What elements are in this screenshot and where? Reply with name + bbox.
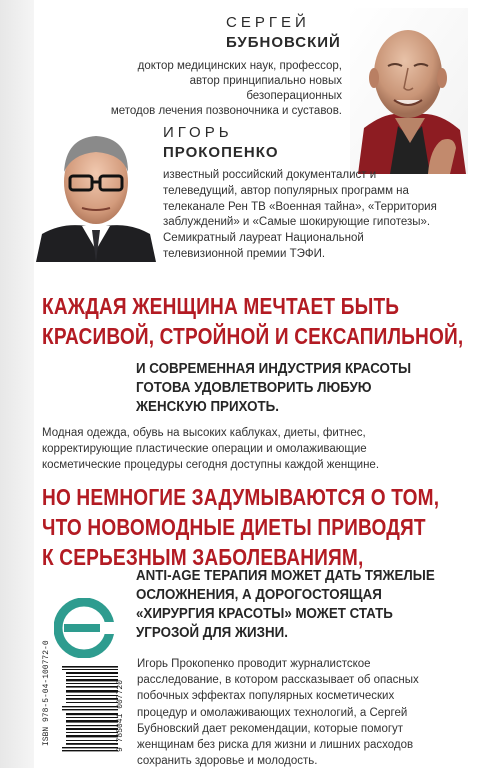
author2-desc-line: известный российский документалист и (163, 169, 377, 181)
headline-line: ЧТО НОВОМОДНЫЕ ДИЕТЫ ПРИВОДЯТ (42, 514, 426, 540)
body-line: косметические процедуры сегодня доступны каждой женщине. (42, 459, 380, 472)
body-line: Игорь Прокопенко проводит журналистское (137, 658, 371, 670)
author2-desc-line: телеканале Рен ТВ «Военная тайна», «Территория (163, 200, 437, 213)
body-line: Бубновский дает рекомендации, которые помогут (137, 722, 404, 735)
body-line: побочных эффектах популярных косметических (137, 690, 395, 703)
body-line: Модная одежда, обувь на высоких каблуках, диеты, фитнес, (42, 427, 366, 439)
author1-last-name: БУБНОВСКИЙ (226, 34, 341, 51)
body-line: сохранить здоровье и молодость. (137, 755, 318, 768)
subheading-line: ANTI-AGE ТЕРАПИЯ МОЖЕТ ДАТЬ ТЯЖЕЛЫЕ (136, 568, 435, 584)
author1-description (98, 59, 342, 119)
author1-first-name: СЕРГЕЙ (226, 14, 310, 31)
body-line: расследование, в котором рассказывает об опасных (137, 674, 419, 687)
subheading-line: И СОВРЕМЕННАЯ ИНДУСТРИЯ КРАСОТЫ (136, 361, 412, 377)
barcode-digits: 9 785041 007720 (116, 679, 125, 752)
subheading-line: ОСЛОЖНЕНИЯ, А ДОРОГОСТОЯЩАЯ (136, 587, 382, 603)
body-paragraph-2 (137, 656, 453, 768)
author1-desc-line: доктор медицинских наук, профессор, (137, 60, 342, 72)
subheading-1 (136, 360, 411, 417)
headline-line: НО НЕМНОГИЕ ЗАДУМЫВАЮТСЯ О ТОМ, (42, 484, 440, 510)
author1-photo (350, 8, 468, 174)
author2-desc-line: заблуждений» и «Самые шокирующие гипотезы». (163, 216, 431, 229)
headline-line: К СЕРЬЕЗНЫМ ЗАБОЛЕВАНИЯМ, (42, 544, 364, 570)
author1-desc-line: автор принципиально новых безоперационных (189, 75, 342, 102)
subheading-line: «ХИРУРГИЯ КРАСОТЫ» МОЖЕТ СТАТЬ (136, 606, 393, 622)
headline-1 (42, 291, 463, 351)
author2-description (163, 168, 459, 263)
subheading-2 (136, 567, 435, 643)
publisher-logo-icon (54, 598, 114, 658)
author2-desc-line: Семикратный лауреат Национальной (163, 232, 364, 245)
author2-desc-line: телевизионной премии ТЭФИ. (163, 247, 326, 260)
subheading-line: УГРОЗОЙ ДЛЯ ЖИЗНИ. (136, 625, 288, 641)
author2-photo (36, 124, 156, 262)
headline-2 (42, 482, 439, 572)
author2-desc-line: телеведущий, автор популярных программ на (163, 184, 409, 197)
body-line: женщинам без риска для жизни и лишних расходов (137, 739, 414, 752)
subheading-line: ГОТОВА УДОВЛЕТВОРИТЬ ЛЮБУЮ (136, 380, 372, 396)
isbn-label: ISBN 978-5-04-100772-0 (42, 640, 51, 746)
subheading-line: ЖЕНСКУЮ ПРИХОТЬ. (136, 399, 279, 415)
headline-line: КАЖДАЯ ЖЕНЩИНА МЕЧТАЕТ БЫТЬ (42, 293, 400, 319)
body-line: процедур и омолаживающих технологий, а Сергей (137, 706, 408, 719)
headline-line: КРАСИВОЙ, СТРОЙНОЙ И СЕКСАПИЛЬНОЙ, (42, 323, 464, 349)
author2-first-name: ИГОРЬ (163, 124, 233, 141)
author1-desc-line: методов лечения позвоночника и суставов. (110, 105, 342, 117)
body-paragraph-1 (42, 425, 462, 474)
body-line: корректирующие пластические операции и омолаживающие (42, 443, 367, 456)
author2-last-name: ПРОКОПЕНКО (163, 144, 279, 161)
cover-edge-strip (0, 0, 34, 768)
